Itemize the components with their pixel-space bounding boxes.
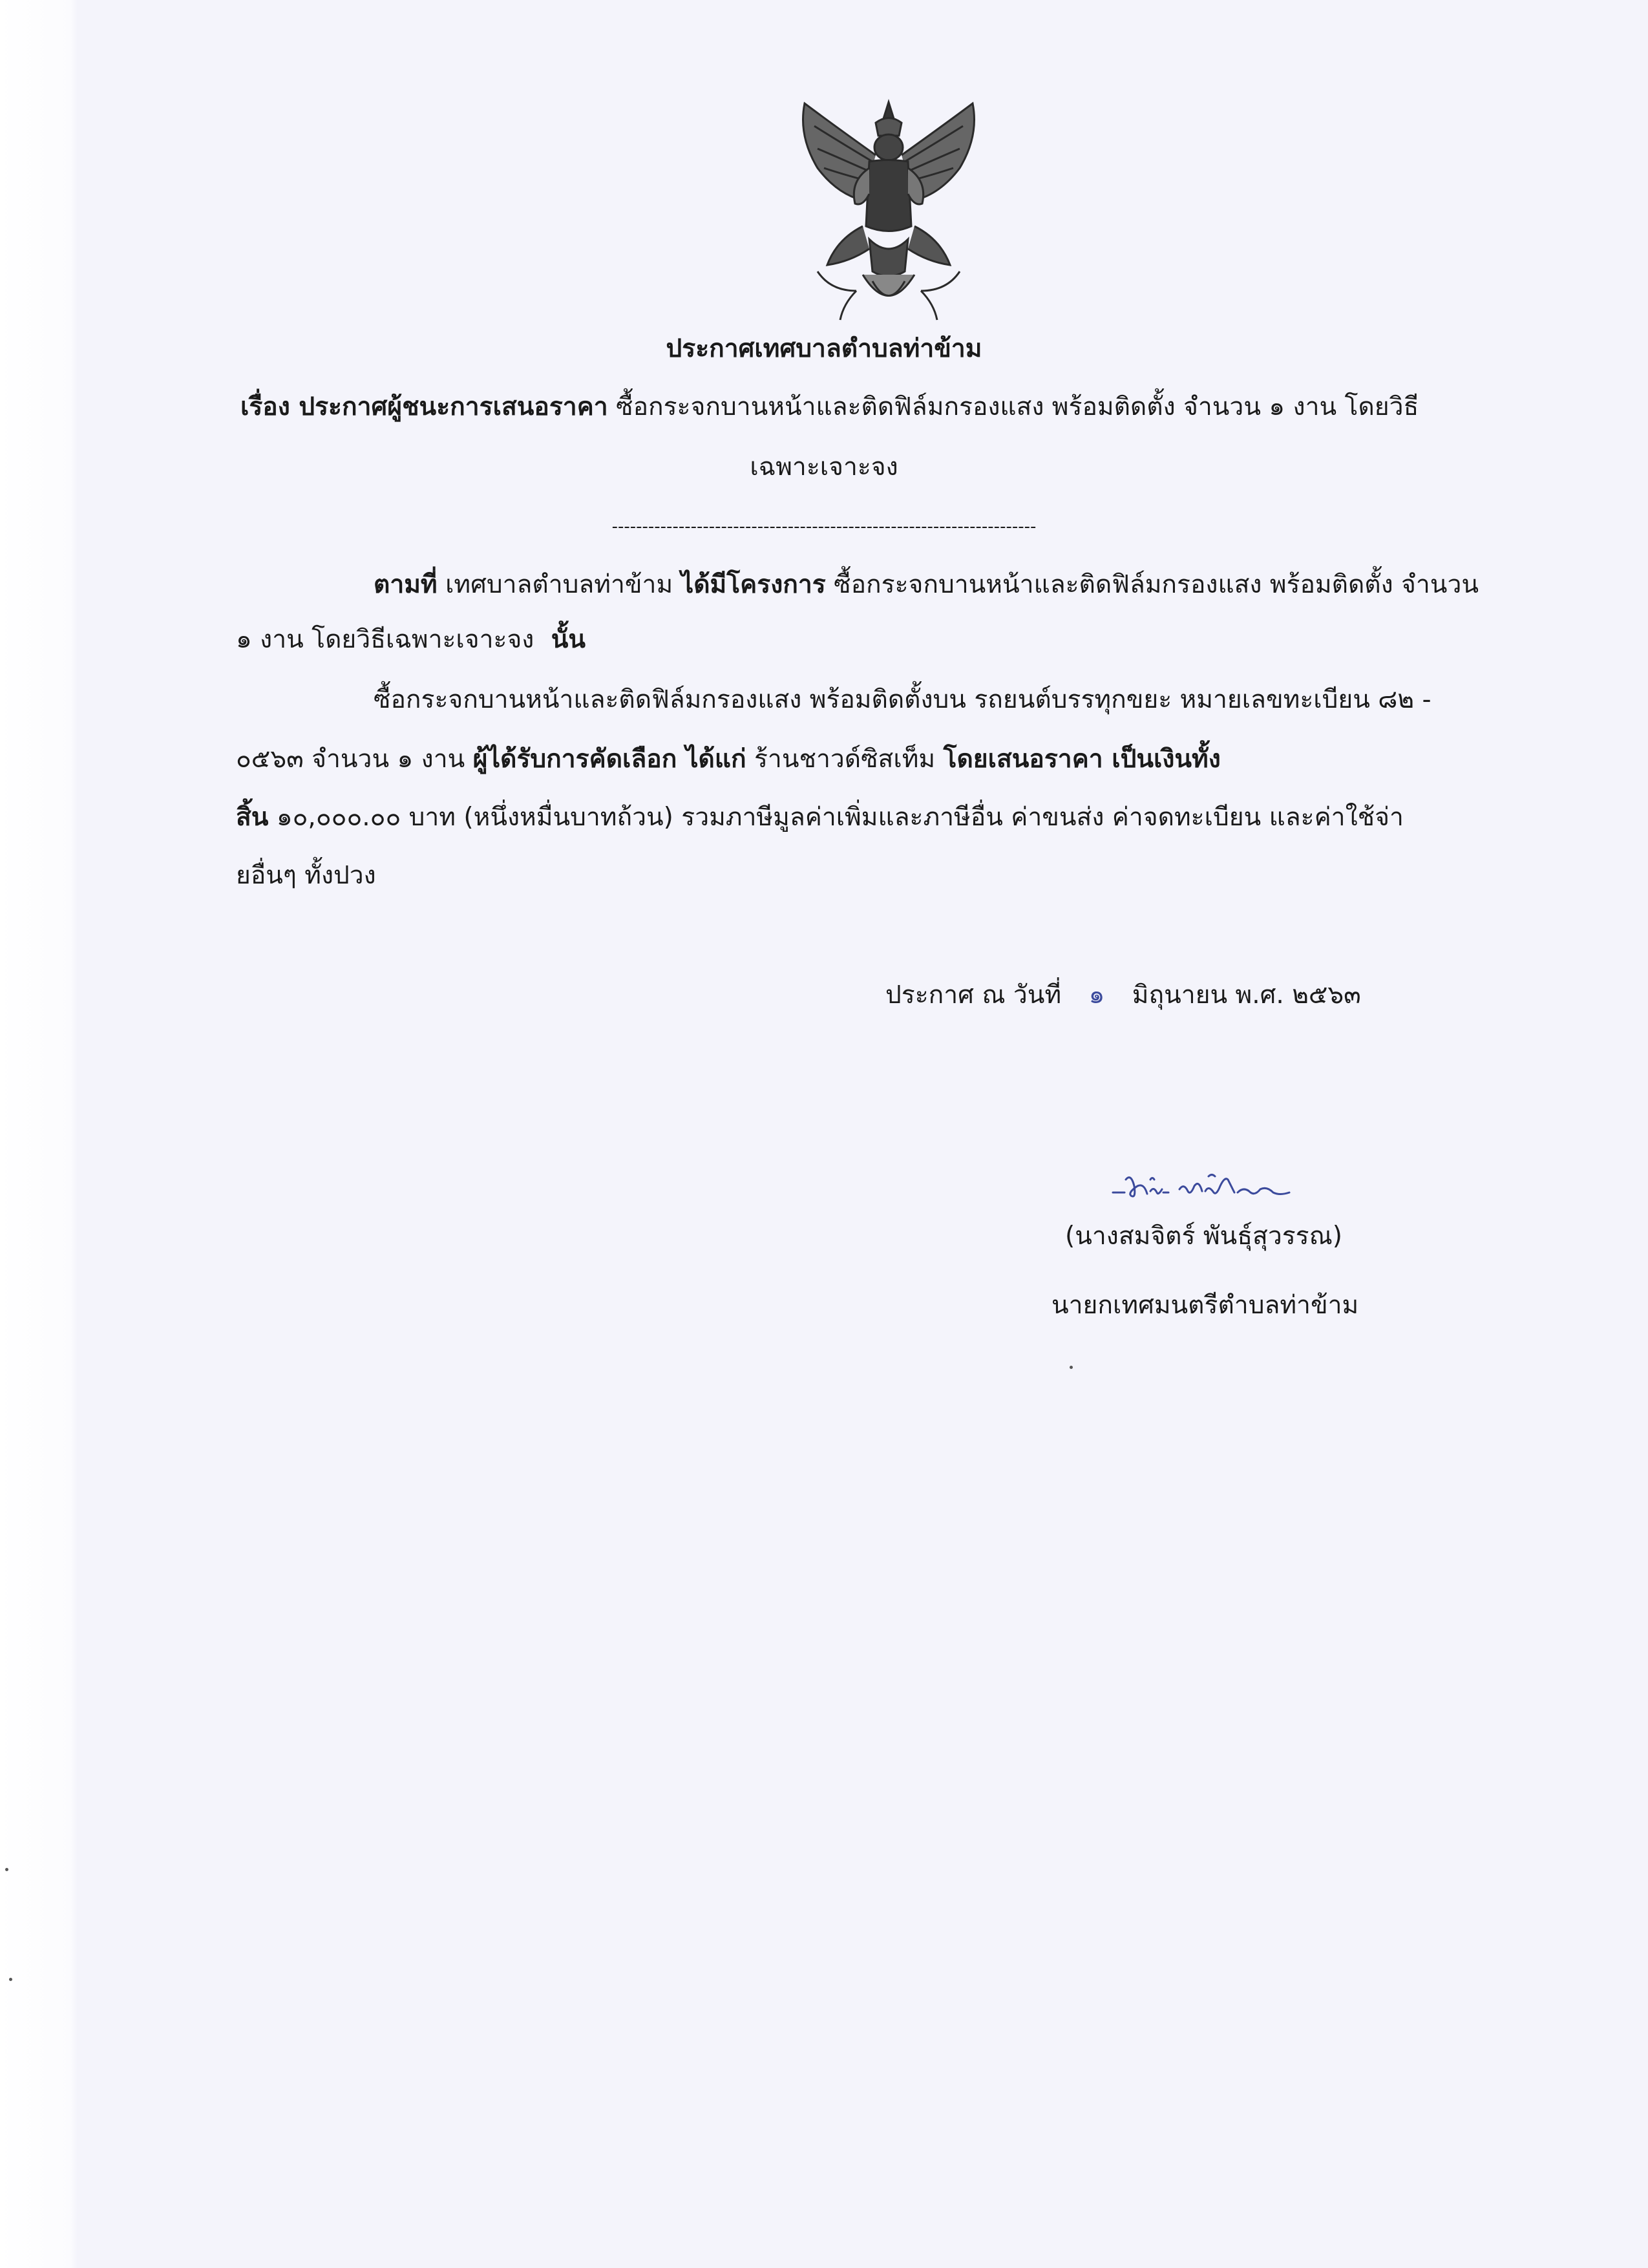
scan-speck	[9, 1978, 12, 1981]
signature-mark	[1112, 1167, 1305, 1212]
paragraph-1-line-2	[236, 624, 586, 656]
paragraph-1-line-1	[374, 569, 1479, 601]
date-prefix: ประกาศ ณ วันที่	[885, 980, 1062, 1010]
para1-end: นั้น	[551, 625, 586, 654]
para1-rest: ซื้อกระจกบานหน้าและติดฟิล์มกรองแสง พร้อมติดตั้ง จำนวน	[834, 570, 1479, 599]
para1-bold: ได้มีโครงการ	[681, 570, 826, 599]
document-title: ประกาศเทศบาลตำบลท่าข้าม	[666, 334, 982, 363]
paragraph-2-line-1: ซื้อกระจกบานหน้าและติดฟิล์มกรองแสง พร้อมติดตั้งบน รถยนต์บรรทุกขยะ หมายเลขทะเบียน ๘๒ -	[374, 685, 1431, 714]
para2-line3: ๑๐,๐๐๐.๐๐ บาท (หนึ่งหมื่นบาทถ้วน) รวมภาษีมูลค่าเพิ่มและภาษีอื่น ค่าขนส่ง ค่าจดทะเบียน และค่าใช้จ่า	[276, 803, 1404, 832]
paragraph-2-line-2	[236, 743, 1221, 776]
garuda-emblem-icon	[779, 97, 998, 326]
scan-speck	[1070, 1366, 1073, 1369]
para2-line2-bold2: โดยเสนอราคา เป็นเงินทั้ง	[943, 745, 1221, 774]
scan-speck	[5, 1868, 8, 1871]
para1-lead: ตามที่	[374, 570, 438, 599]
subject-text: ซื้อกระจกบานหน้าและติดฟิล์มกรองแสง พร้อมติดตั้ง จำนวน ๑ งาน โดยวิธี	[616, 392, 1419, 421]
para2-line2-b: ร้านชาวด์ซิสเท็ม	[754, 745, 936, 774]
para2-line3-bold: สิ้น	[236, 803, 269, 832]
para1-org: เทศบาลตำบลท่าข้าม	[445, 570, 673, 599]
paragraph-2-line-3	[236, 801, 1404, 834]
announcement-date	[885, 979, 1361, 1012]
date-rest: มิถุนายน พ.ศ. ๒๕๖๓	[1132, 980, 1361, 1010]
subject-line-2: เฉพาะเจาะจง	[750, 452, 898, 482]
subject-label: เรื่อง ประกาศผู้ชนะการเสนอราคา	[240, 392, 608, 421]
para2-line2-bold: ผู้ได้รับการคัดเลือก ได้แก่	[472, 745, 746, 774]
paragraph-2-line-4: ยอื่นๆ ทั้งปวง	[236, 861, 376, 890]
date-day: ๑	[1088, 980, 1105, 1010]
para2-line2-a: ๐๕๖๓ จำนวน ๑ งาน	[236, 745, 465, 774]
para1-line2: ๑ งาน โดยวิธีเฉพาะเจาะจง	[236, 625, 534, 654]
signer-name: (นางสมจิตร์ พันธุ์สุวรรณ)	[1065, 1222, 1343, 1251]
subject-line-1	[240, 391, 1419, 423]
signer-title: นายกเทศมนตรีตำบลท่าข้าม	[1051, 1291, 1359, 1320]
separator-line: ----------------------------------------------------------------------	[611, 517, 1037, 536]
